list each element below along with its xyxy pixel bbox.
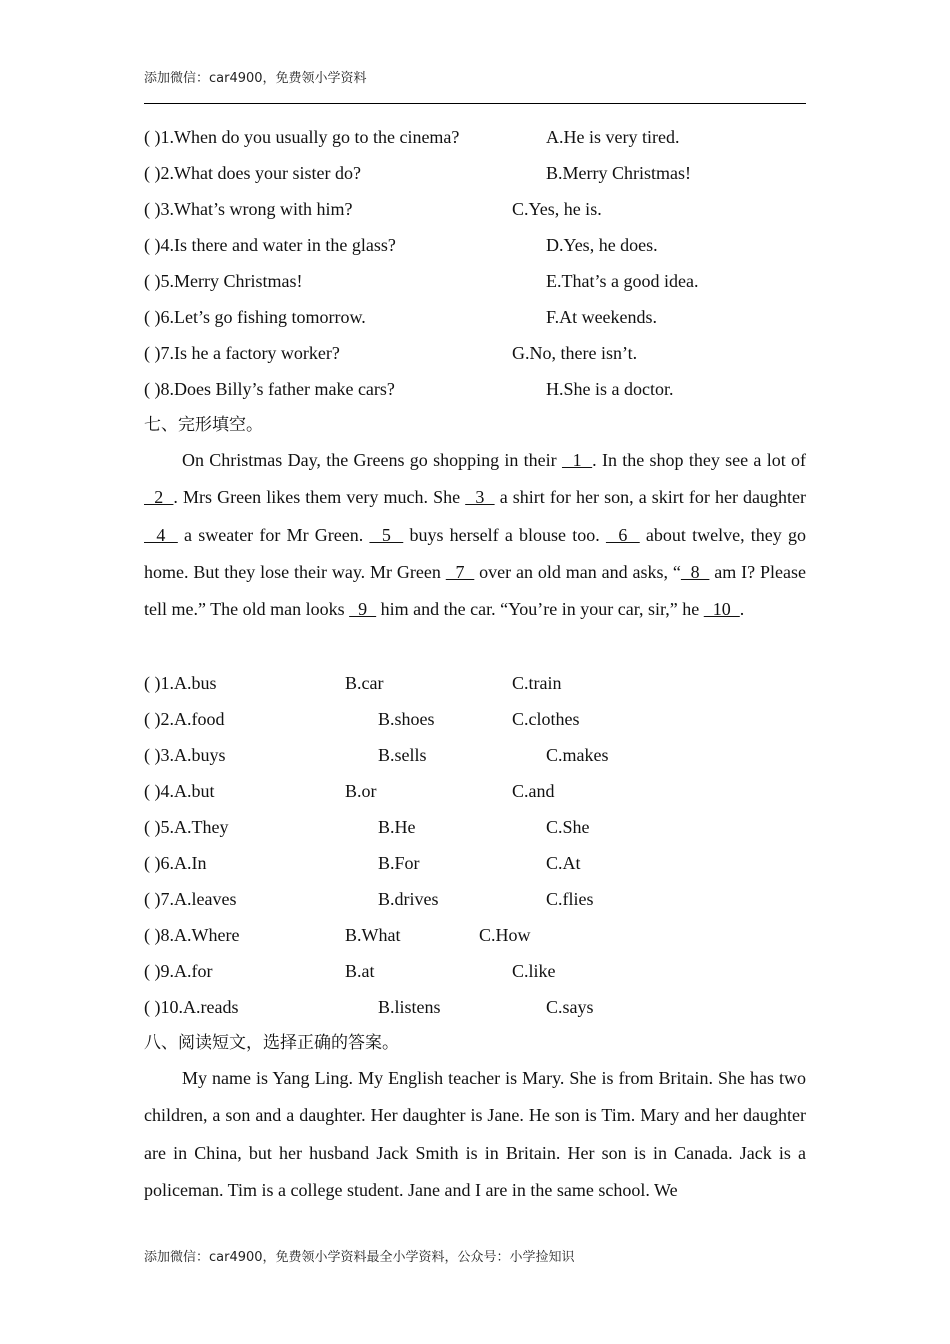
cloze-option-b: B.listens	[378, 997, 441, 1017]
matching-question: ( )7.Is he a factory worker?	[144, 343, 340, 363]
cloze-item: ( )3.A.buys	[144, 745, 226, 765]
cloze-item: ( )5.A.They	[144, 817, 229, 837]
cloze-option-c: C.train	[512, 673, 562, 693]
cloze-passage: On Christmas Day, the Greens go shopping in their 1 . In the shop they see a lot of 2 . Mrs Green likes them very much. She 3 a shirt for her son, a skirt for her daughter 4 a sweater for Mr Green. 5 buys herself a blouse too. 6 about twelve, they go home. But they lose their way. Mr Green 7 over an old man and asks, “ 8 am I? Please tell me.” The old man looks 9 him and the car. “You’re in your car, sir,” he 10 .	[144, 450, 807, 620]
cloze-option-b: B.drives	[378, 889, 439, 909]
blank-9: 9	[349, 599, 377, 620]
matching-answer: F.At weekends.	[546, 307, 658, 327]
cloze-item: ( )8.A.Where	[144, 925, 240, 945]
matching-answer: A.He is very tired.	[546, 127, 680, 147]
cloze-item: ( )2.A.food	[144, 709, 225, 729]
page-footer: 添加微信：car4900，免费领小学资料最全小学资料，公众号：小学捡知识	[144, 1250, 575, 1265]
blank-6: 6	[605, 524, 640, 545]
matching-answer: G.No, there isn’t.	[512, 343, 638, 363]
cloze-option-b: B.car	[345, 673, 384, 693]
page-header: 添加微信：car4900，免费领小学资料	[144, 71, 367, 86]
blank-10: 10	[703, 599, 740, 620]
cloze-option-b: B.at	[345, 961, 375, 981]
cloze-item: ( )6.A.In	[144, 853, 207, 873]
blank-3: 3	[465, 487, 495, 508]
cloze-option-c: C.flies	[546, 889, 594, 909]
cloze-item: ( )4.A.but	[144, 781, 215, 801]
cloze-option-b: B.He	[378, 817, 416, 837]
cloze-section-title: 七、完形填空。	[144, 415, 263, 435]
cloze-option-c: C.makes	[546, 745, 609, 765]
matching-question: ( )4.Is there and water in the glass?	[144, 235, 396, 255]
matching-answer: C.Yes, he is.	[512, 199, 602, 219]
cloze-option-c: C.like	[512, 961, 556, 981]
cloze-option-c: C.At	[546, 853, 581, 873]
blank-2: 2	[144, 487, 174, 508]
blank-5: 5	[369, 524, 404, 545]
cloze-option-b: B.or	[345, 781, 377, 801]
blank-8: 8	[680, 561, 710, 582]
matching-answer: E.That’s a good idea.	[546, 271, 699, 291]
cloze-option-b: B.What	[345, 925, 401, 945]
cloze-option-c: C.says	[546, 997, 594, 1017]
cloze-option-b: B.shoes	[378, 709, 435, 729]
matching-question: ( )8.Does Billy’s father make cars?	[144, 379, 395, 399]
cloze-option-c: C.and	[512, 781, 555, 801]
matching-answer: B.Merry Christmas!	[546, 163, 691, 183]
reading-passage: My name is Yang Ling. My English teacher is Mary. She is from Britain. She has two children, a son and a daughter. Her daughter is Jane. He son is Tim. Mary and her daughter are in China, but her husband Jack Smith is in Britain. Her son is in Canada. Jack is a policeman. Tim is a college student. Jane and I are in the same school. We	[144, 1068, 806, 1200]
matching-question: ( )1.When do you usually go to the cinema?	[144, 127, 460, 147]
cloze-item: ( )1.A.bus	[144, 673, 217, 693]
cloze-item: ( )10.A.reads	[144, 997, 239, 1017]
cloze-option-c: C.How	[479, 925, 531, 945]
blank-1: 1	[561, 450, 593, 470]
cloze-option-b: B.sells	[378, 745, 427, 765]
matching-question: ( )3.What’s wrong with him?	[144, 199, 353, 219]
cloze-item: ( )7.A.leaves	[144, 889, 237, 909]
blank-7: 7	[445, 561, 475, 582]
matching-answer: H.She is a doctor.	[546, 379, 674, 399]
matching-question: ( )2.What does your sister do?	[144, 163, 361, 183]
cloze-item: ( )9.A.for	[144, 961, 213, 981]
header-divider	[144, 103, 806, 104]
reading-section-title: 八、阅读短文，选择正确的答案。	[144, 1033, 399, 1053]
cloze-option-c: C.clothes	[512, 709, 580, 729]
blank-4: 4	[144, 524, 178, 545]
matching-answer: D.Yes, he does.	[546, 235, 658, 255]
matching-question: ( )5.Merry Christmas!	[144, 271, 303, 291]
cloze-option-c: C.She	[546, 817, 590, 837]
cloze-option-b: B.For	[378, 853, 420, 873]
matching-question: ( )6.Let’s go fishing tomorrow.	[144, 307, 366, 327]
